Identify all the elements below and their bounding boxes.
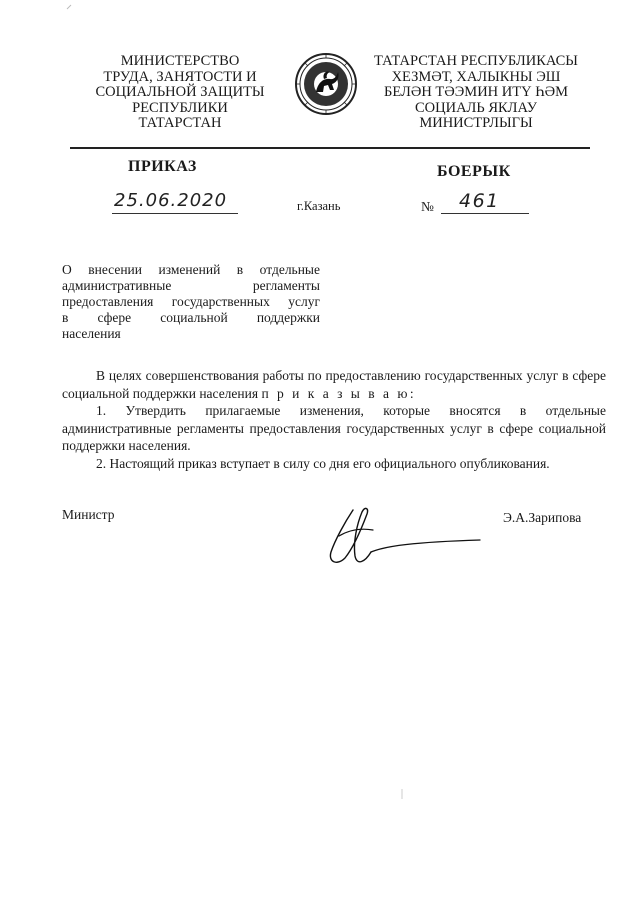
ministry-name-tt-line: СОЦИАЛЬ ЯКЛАУ (415, 99, 537, 116)
subject-line: населения (62, 326, 121, 341)
decree-word: п р и к а з ы в а ю: (261, 385, 417, 401)
scan-mark-icon (66, 4, 72, 10)
order-date-field (112, 190, 238, 216)
ministry-name-ru-line: ТРУДА, ЗАНЯТОСТИ И (103, 68, 257, 85)
ministry-name-tt-line: ТАТАРСТАН РЕСПУБЛИКАСЫ (374, 53, 578, 69)
subject-line: О внесении изменений в отдельные (62, 262, 320, 277)
order-body (62, 367, 606, 472)
order-title-ru: ПРИКАЗ (128, 158, 197, 175)
ministry-name-ru-line: МИНИСТЕРСТВО (120, 53, 240, 69)
header-divider (70, 147, 590, 149)
order-date: 25.06.2020 (114, 190, 228, 211)
number-sign: № (421, 199, 434, 214)
tatarstan-coat-of-arms-icon (294, 52, 358, 116)
subject-line: предоставления государственных услуг (62, 294, 320, 309)
order-number: 461 (459, 190, 500, 212)
ministry-name-tt-line: МИНИСТРЛЫГЫ (419, 115, 533, 131)
ministry-name-tt-line: БЕЛӘН ТӘЭМИН ИТҮ ҺӘМ (384, 84, 568, 100)
ministry-name-tt-line: ХЕЗМӘТ, ХАЛЫКНЫ ЭШ (391, 68, 561, 85)
ministry-name-ru-line: СОЦИАЛЬНОЙ ЗАЩИТЫ (95, 84, 265, 100)
order-subject (62, 262, 320, 342)
ministry-name-ru-line: РЕСПУБЛИКИ (132, 99, 228, 116)
signatory-name: Э.А.Зарипова (503, 510, 582, 525)
handwritten-signature-icon (315, 500, 485, 572)
date-underline (112, 213, 238, 214)
ministry-name-ru-line: ТАТАРСТАН (138, 115, 222, 131)
preamble-paragraph (62, 367, 606, 402)
scan-mark-icon (400, 788, 404, 800)
order-item-1: 1. Утвердить прилагаемые изменения, которые вносятся в отдельные административные регламенты предоставления государственных услуг в сфере социальной поддержки населения. (62, 403, 606, 453)
order-city: г.Казань (297, 199, 341, 213)
preamble-text: В целях совершенствования работы по предоставлению государственных услуг в сфере социальной поддержки населения (62, 368, 606, 401)
order-item-2: 2. Настоящий приказ вступает в силу со дня его официального опубликования. (96, 455, 550, 471)
subject-line: административные регламенты (62, 278, 320, 293)
ministry-name-ru (70, 54, 290, 132)
signatory-role: Министр (62, 507, 115, 522)
order-number-field (421, 190, 531, 216)
ministry-name-tt (366, 54, 586, 132)
subject-line: в сфере социальной поддержки (62, 310, 320, 325)
number-underline (441, 213, 529, 214)
order-title-tt: БОЕРЫК (437, 163, 511, 180)
